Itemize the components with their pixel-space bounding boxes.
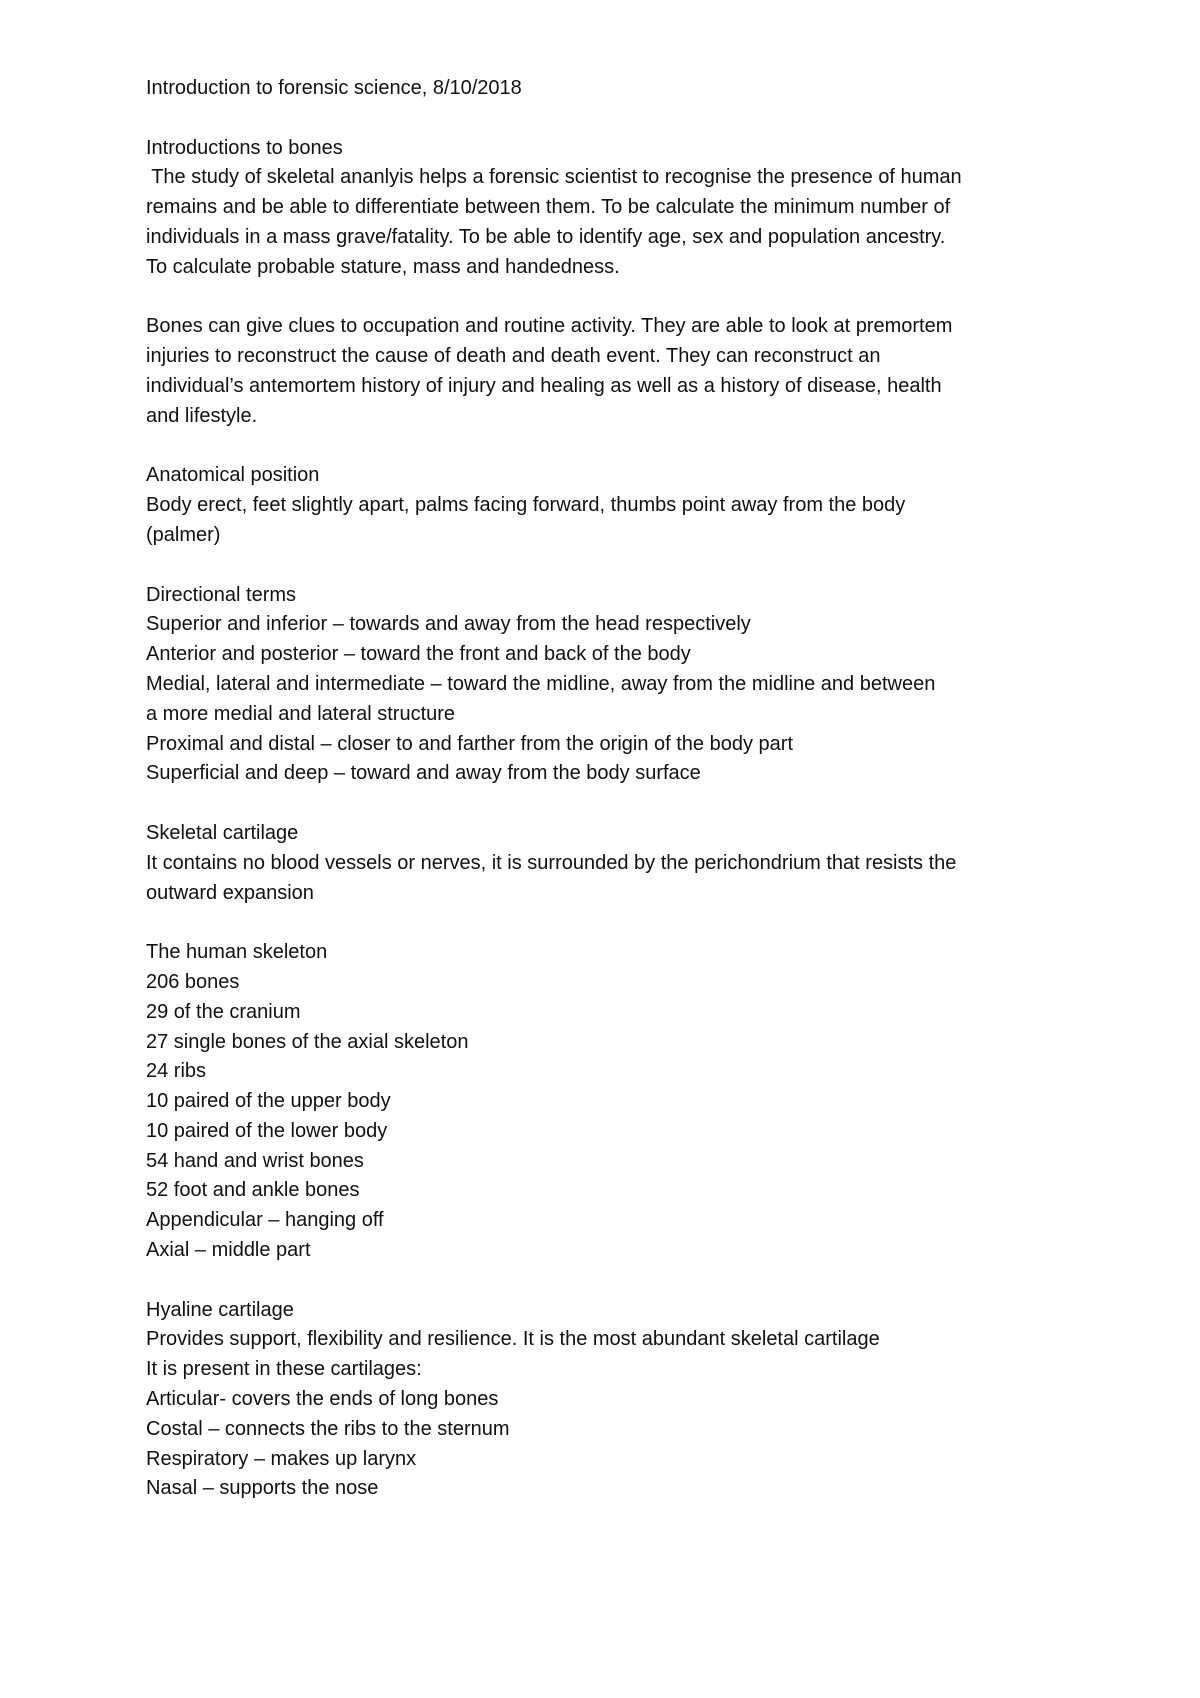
body-line: and lifestyle. — [146, 404, 258, 427]
section-anatomical-position — [146, 461, 1076, 550]
body-line: Body erect, feet slightly apart, palms facing forward, thumbs point away from the body — [146, 494, 906, 517]
section-directional-terms — [146, 581, 1076, 790]
body-line: Medial, lateral and intermediate – toward the midline, away from the midline and between — [146, 672, 936, 695]
body-line: injuries to reconstruct the cause of death and death event. They can reconstruct an — [146, 345, 881, 368]
body-line: Provides support, flexibility and resilience. It is the most abundant skeletal cartilage — [146, 1328, 880, 1351]
list-item: 54 hand and wrist bones — [146, 1149, 364, 1172]
list-item: Respiratory – makes up larynx — [146, 1447, 417, 1470]
body-line: It is present in these cartilages: — [146, 1358, 422, 1381]
body-line: The study of skeletal ananlyis helps a forensic scientist to recognise the presence of human — [146, 166, 962, 189]
body-line: individual’s antemortem history of injury and healing as well as a history of disease, health — [146, 374, 942, 397]
body-line: Proximal and distal – closer to and farther from the origin of the body part — [146, 732, 794, 755]
section-hyaline-cartilage — [146, 1296, 1076, 1505]
body-line: Superior and inferior – towards and away from the head respectively — [146, 613, 751, 636]
body-line: remains and be able to differentiate between them. To be calculate the minimum number of — [146, 196, 951, 219]
section-heading: Skeletal cartilage — [146, 821, 299, 844]
section-clues — [146, 312, 1076, 431]
list-item: Costal – connects the ribs to the sternum — [146, 1417, 510, 1440]
section-heading: The human skeleton — [146, 941, 328, 964]
list-item: 29 of the cranium — [146, 1000, 301, 1023]
body-line: Anterior and posterior – toward the front and back of the body — [146, 643, 691, 666]
blank-line — [146, 908, 1076, 938]
body-line: a more medial and lateral structure — [146, 702, 456, 725]
blank-line — [146, 283, 1076, 313]
list-item: 27 single bones of the axial skeleton — [146, 1030, 469, 1053]
body-line: To calculate probable stature, mass and handedness. — [146, 255, 620, 278]
list-item: Articular- covers the ends of long bones — [146, 1388, 499, 1411]
blank-line — [146, 551, 1076, 581]
blank-line — [146, 432, 1076, 462]
list-item: Nasal – supports the nose — [146, 1477, 379, 1500]
list-item: Appendicular – hanging off — [146, 1209, 384, 1232]
section-human-skeleton — [146, 938, 1076, 1266]
list-item: 10 paired of the lower body — [146, 1119, 388, 1142]
body-line: individuals in a mass grave/fatality. To be able to identify age, sex and population ancestry. — [146, 225, 946, 248]
body-line: (palmer) — [146, 523, 221, 546]
section-intro — [146, 134, 1076, 283]
body-line: Bones can give clues to occupation and routine activity. They are able to look at premortem — [146, 315, 953, 338]
list-item: 206 bones — [146, 970, 240, 993]
body-line: It contains no blood vessels or nerves, it is surrounded by the perichondrium that resists the — [146, 851, 957, 874]
list-item: 52 foot and ankle bones — [146, 1179, 360, 1202]
section-heading: Directional terms — [146, 583, 297, 606]
section-skeletal-cartilage — [146, 819, 1076, 908]
blank-line — [146, 104, 1076, 134]
section-heading: Introductions to bones — [146, 136, 343, 159]
body-line: Superficial and deep – toward and away from the body surface — [146, 762, 701, 785]
section-heading: Hyaline cartilage — [146, 1298, 294, 1321]
blank-line — [146, 789, 1076, 819]
list-item: Axial – middle part — [146, 1239, 311, 1262]
body-line: outward expansion — [146, 881, 314, 904]
document-title: Introduction to forensic science, 8/10/2018 — [146, 77, 522, 99]
list-item: 24 ribs — [146, 1060, 207, 1083]
blank-line — [146, 1266, 1076, 1296]
section-heading: Anatomical position — [146, 464, 320, 487]
list-item: 10 paired of the upper body — [146, 1090, 391, 1113]
document-body — [146, 74, 1076, 1504]
